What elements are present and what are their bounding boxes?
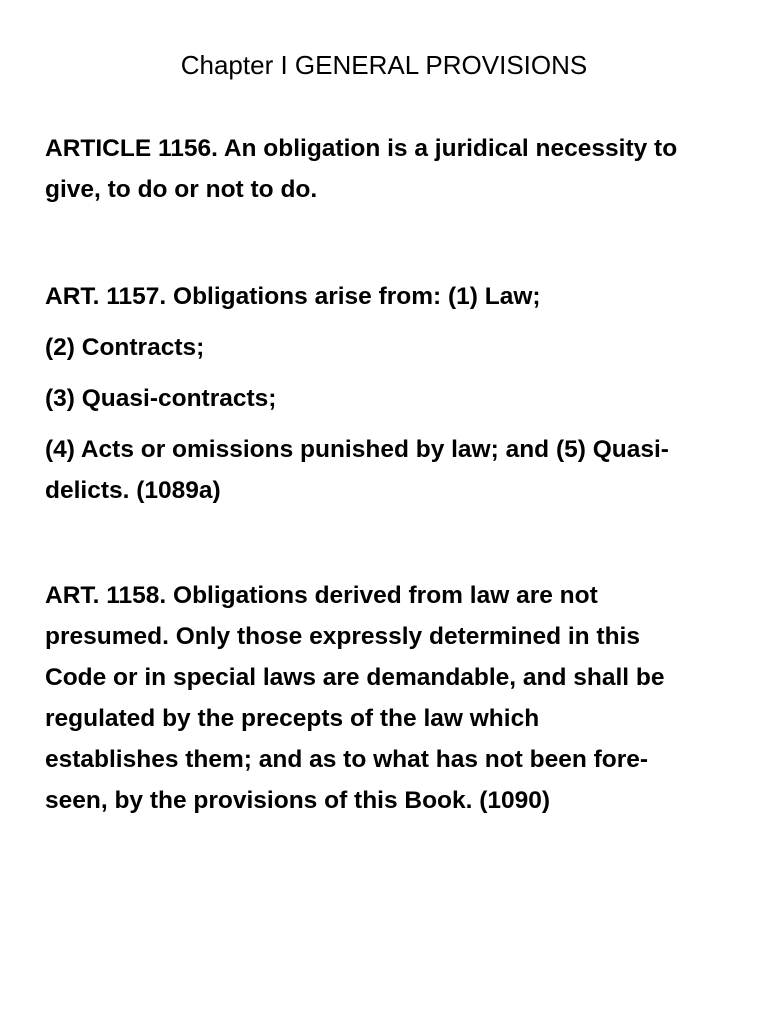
article-1157-line: ART. 1157. Obligations arise from: (1) Law; (45, 283, 541, 310)
article-1158-line: regulated by the precepts of the law which (45, 705, 540, 732)
article-1156 (45, 128, 725, 210)
article-1156-line: ARTICLE 1156. An obligation is a juridical necessity to (45, 135, 678, 162)
article-1158-line: seen, by the provisions of this Book. (1090) (45, 787, 551, 814)
article-1158-line: Code or in special laws are demandable, and shall be (45, 664, 665, 691)
article-1157-line: (4) Acts or omissions punished by law; and (5) Quasi- (45, 436, 669, 463)
article-1158-line: presumed. Only those expressly determined in this (45, 623, 640, 650)
article-1158-line: ART. 1158. Obligations derived from law are not (45, 582, 598, 609)
chapter-title: Chapter I GENERAL PROVISIONS (180, 50, 588, 80)
article-1156-line: give, to do or not to do. (45, 176, 318, 203)
article-1158-line: establishes them; and as to what has not been fore- (45, 746, 649, 773)
article-1157 (45, 276, 725, 521)
article-1157-line: (2) Contracts; (45, 334, 205, 361)
article-1157-line: delicts. (1089a) (45, 477, 221, 504)
article-1158 (45, 575, 725, 821)
article-1157-line: (3) Quasi-contracts; (45, 385, 277, 412)
